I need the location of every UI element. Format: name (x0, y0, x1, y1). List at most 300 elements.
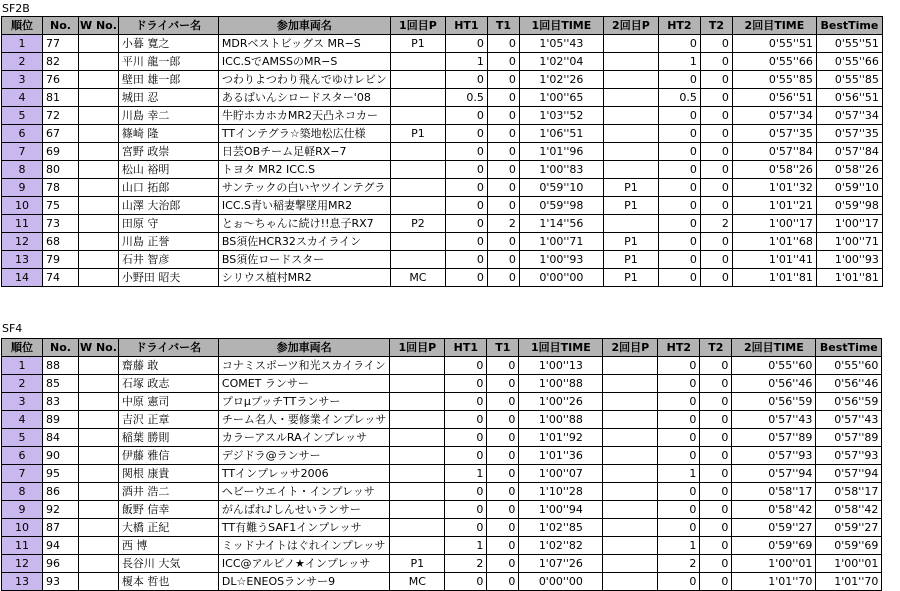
cell-run2-penalty (603, 107, 658, 125)
table-row (2, 179, 883, 197)
cell-run1-t: 0 (487, 429, 519, 447)
cell-number: 81 (43, 89, 79, 107)
cell-driver-name: 関根 康貴 (118, 465, 218, 483)
cell-w-number (79, 35, 119, 53)
cell-w-number (79, 411, 119, 429)
table-row (2, 501, 882, 519)
table-row (2, 53, 883, 71)
cell-run2-penalty: P1 (603, 269, 658, 287)
cell-driver-name: 伊藤 雅信 (118, 447, 218, 465)
cell-w-number (79, 125, 119, 143)
cell-run2-ht: 0 (658, 483, 700, 501)
cell-run1-ht: 0 (445, 35, 487, 53)
cell-number: 74 (43, 269, 79, 287)
cell-rank: 12 (2, 233, 43, 251)
cell-run1-ht: 0 (445, 71, 487, 89)
cell-run1-t: 0 (487, 555, 519, 573)
cell-car-name: 日芸OBチーム足軽RX−7 (218, 143, 390, 161)
cell-run2-penalty: P1 (603, 251, 658, 269)
cell-run1-penalty (390, 411, 445, 429)
cell-car-name: DL☆ENEOSランサー9 (218, 573, 389, 591)
cell-number: 89 (43, 411, 79, 429)
cell-run1-ht: 1 (445, 53, 487, 71)
cell-run1-time: 1'02''82 (519, 537, 603, 555)
cell-run1-t: 0 (487, 519, 519, 537)
cell-run2-ht: 0 (658, 519, 700, 537)
cell-car-name: BS須佐HCR32スカイライン (218, 233, 390, 251)
cell-car-name: ICC.SでAMSSのMR−S (218, 53, 390, 71)
cell-car-name: ミッドナイトはぐれインプレッサ (218, 537, 389, 555)
cell-run1-time: 1'00''88 (519, 411, 603, 429)
column-header-driver-name: ドライバー名 (118, 17, 218, 35)
cell-driver-name: 平川 龍一郎 (118, 53, 218, 71)
cell-run1-t: 0 (487, 125, 519, 143)
cell-run1-penalty: P1 (390, 35, 445, 53)
cell-run1-ht: 0 (445, 125, 487, 143)
cell-car-name: MDRベストビッグス MR−S (218, 35, 390, 53)
cell-run2-ht: 0 (658, 375, 700, 393)
cell-run1-penalty: MC (390, 269, 445, 287)
cell-run1-penalty: P1 (390, 555, 445, 573)
cell-run1-t: 0 (487, 35, 519, 53)
table-row (2, 269, 883, 287)
cell-run1-penalty (390, 71, 445, 89)
cell-best-time: 1'00''01 (816, 555, 882, 573)
column-header-run2-penalty: 2回目P (603, 17, 658, 35)
cell-driver-name: 篠崎 隆 (118, 125, 218, 143)
cell-run2-ht: 0 (658, 447, 700, 465)
cell-driver-name: 西 博 (118, 537, 218, 555)
column-header-car-name: 参加車両名 (218, 339, 389, 357)
cell-run1-ht: 0 (445, 393, 487, 411)
cell-number: 87 (43, 519, 79, 537)
cell-car-name: つわりよつわり飛んでゆけレビン (218, 71, 390, 89)
table-row (2, 197, 883, 215)
cell-best-time: 1'00''93 (816, 251, 882, 269)
cell-rank: 2 (2, 375, 43, 393)
cell-run2-time: 1'00''01 (732, 555, 816, 573)
cell-run2-ht: 0 (658, 233, 700, 251)
cell-run1-penalty: MC (390, 573, 445, 591)
cell-number: 80 (43, 161, 79, 179)
cell-run2-ht: 1 (658, 465, 700, 483)
cell-run1-time: 1'07''26 (519, 555, 603, 573)
cell-run2-ht: 0 (658, 411, 700, 429)
cell-run1-t: 0 (487, 71, 519, 89)
cell-run2-time: 0'56''59 (732, 393, 816, 411)
cell-rank: 12 (2, 555, 43, 573)
cell-rank: 5 (2, 107, 43, 125)
cell-number: 69 (43, 143, 79, 161)
cell-best-time: 1'00''17 (816, 215, 882, 233)
cell-run1-ht: 0.5 (445, 89, 487, 107)
cell-run1-penalty (390, 465, 445, 483)
cell-run1-ht: 0 (445, 107, 487, 125)
cell-run2-time: 0'57''94 (732, 465, 816, 483)
cell-rank: 9 (2, 179, 43, 197)
cell-w-number (79, 519, 119, 537)
cell-run1-t: 0 (487, 107, 519, 125)
cell-run1-time: 1'02''85 (519, 519, 603, 537)
cell-run2-time: 0'59''27 (732, 519, 816, 537)
cell-car-name: TTインプレッサ2006 (218, 465, 389, 483)
cell-run2-t: 0 (700, 71, 732, 89)
cell-w-number (79, 179, 119, 197)
cell-run1-t: 0 (487, 251, 519, 269)
cell-best-time: 0'58''42 (816, 501, 882, 519)
cell-run1-time: 1'00''88 (519, 375, 603, 393)
table-row (2, 447, 882, 465)
cell-car-name: ICC@アルピノ★インプレッサ (218, 555, 389, 573)
cell-number: 75 (43, 197, 79, 215)
cell-w-number (79, 107, 119, 125)
cell-w-number (79, 555, 119, 573)
cell-number: 79 (43, 251, 79, 269)
cell-run2-ht: 0 (658, 429, 700, 447)
cell-car-name: あるばいんシロードスター'08 (218, 89, 390, 107)
column-header-run1-ht: HT1 (445, 339, 487, 357)
cell-w-number (79, 143, 119, 161)
cell-run2-time: 0'57''84 (732, 143, 816, 161)
cell-run1-penalty: P2 (390, 215, 445, 233)
cell-run1-time: 1'02''26 (519, 71, 603, 89)
cell-run2-time: 0'58''17 (732, 483, 816, 501)
results-table-sf2b (1, 16, 883, 287)
cell-run2-time: 0'57''93 (732, 447, 816, 465)
cell-run1-t: 0 (487, 179, 519, 197)
cell-rank: 3 (2, 393, 43, 411)
cell-run1-ht: 0 (445, 519, 487, 537)
cell-run1-time: 1'00''83 (519, 161, 603, 179)
cell-car-name: トヨタ MR2 ICC.S (218, 161, 390, 179)
cell-number: 85 (43, 375, 79, 393)
cell-run2-time: 0'57''34 (732, 107, 816, 125)
cell-driver-name: 榎本 哲也 (118, 573, 218, 591)
cell-run2-penalty (603, 537, 658, 555)
cell-driver-name: 宮野 政崇 (118, 143, 218, 161)
cell-run2-t: 2 (700, 215, 732, 233)
cell-car-name: TTインテグラ☆築地松広仕様 (218, 125, 390, 143)
cell-best-time: 0'58''26 (816, 161, 882, 179)
cell-run2-ht: 1 (658, 53, 700, 71)
table-row (2, 411, 882, 429)
cell-number: 93 (43, 573, 79, 591)
cell-run2-time: 0'57''89 (732, 429, 816, 447)
cell-run1-time: 1'03''52 (519, 107, 603, 125)
cell-run1-t: 2 (487, 215, 519, 233)
cell-run2-penalty (603, 143, 658, 161)
cell-run2-t: 0 (700, 179, 732, 197)
cell-best-time: 0'59''98 (816, 197, 882, 215)
cell-rank: 7 (2, 143, 43, 161)
cell-run1-penalty (390, 429, 445, 447)
table-row (2, 233, 883, 251)
table-row (2, 555, 882, 573)
cell-number: 90 (43, 447, 79, 465)
column-header-run2-t: T2 (700, 339, 732, 357)
cell-rank: 4 (2, 89, 43, 107)
cell-run2-penalty: P1 (603, 197, 658, 215)
cell-w-number (79, 357, 119, 375)
cell-run2-t: 0 (700, 161, 732, 179)
column-header-run2-t: T2 (700, 17, 732, 35)
cell-rank: 11 (2, 537, 43, 555)
cell-run2-time: 1'01''41 (732, 251, 816, 269)
cell-car-name: サンテックの白いヤツインテグラ (218, 179, 390, 197)
cell-run2-t: 0 (700, 35, 732, 53)
cell-run2-time: 1'01''32 (732, 179, 816, 197)
cell-w-number (79, 483, 119, 501)
cell-best-time: 0'59''10 (816, 179, 882, 197)
cell-best-time: 0'57''35 (816, 125, 882, 143)
cell-rank: 7 (2, 465, 43, 483)
table-row (2, 143, 883, 161)
table-row (2, 107, 883, 125)
cell-run1-t: 0 (487, 89, 519, 107)
cell-run2-ht: 0 (658, 35, 700, 53)
table-row (2, 375, 882, 393)
cell-run2-penalty (603, 483, 658, 501)
cell-run2-time: 1'01''81 (732, 269, 816, 287)
column-header-driver-name: ドライバー名 (118, 339, 218, 357)
cell-run1-penalty (390, 251, 445, 269)
cell-run2-penalty (603, 35, 658, 53)
cell-run2-time: 0'57''35 (732, 125, 816, 143)
column-header-rank: 順位 (2, 339, 43, 357)
cell-run2-penalty (603, 161, 658, 179)
cell-run1-time: 1'06''51 (519, 125, 603, 143)
cell-run1-time: 0'00''00 (519, 573, 603, 591)
cell-best-time: 0'57''94 (816, 465, 882, 483)
cell-run1-ht: 0 (445, 357, 487, 375)
cell-run1-t: 0 (487, 573, 519, 591)
cell-run1-ht: 0 (445, 411, 487, 429)
cell-rank: 5 (2, 429, 43, 447)
column-header-run2-ht: HT2 (658, 17, 700, 35)
cell-run1-penalty (390, 537, 445, 555)
cell-run1-ht: 0 (445, 501, 487, 519)
cell-number: 82 (43, 53, 79, 71)
cell-w-number (79, 233, 119, 251)
column-header-best-time: BestTime (816, 339, 882, 357)
cell-driver-name: 酒井 浩二 (118, 483, 218, 501)
cell-run2-time: 0'55''85 (732, 71, 816, 89)
cell-run2-ht: 0 (658, 251, 700, 269)
cell-run2-time: 1'01''68 (732, 233, 816, 251)
cell-run2-penalty (603, 89, 658, 107)
cell-w-number (79, 251, 119, 269)
cell-run2-t: 0 (700, 483, 732, 501)
cell-w-number (79, 447, 119, 465)
table-row (2, 465, 882, 483)
cell-number: 77 (43, 35, 79, 53)
cell-run1-time: 1'10''28 (519, 483, 603, 501)
cell-best-time: 1'01''70 (816, 573, 882, 591)
cell-run2-penalty (603, 357, 658, 375)
cell-run2-ht: 0 (658, 107, 700, 125)
cell-run2-time: 0'59''69 (732, 537, 816, 555)
cell-car-name: チーム名人・要修業インプレッサ (218, 411, 389, 429)
cell-run2-penalty: P1 (603, 233, 658, 251)
cell-run1-ht: 0 (445, 143, 487, 161)
cell-run2-time: 0'56''51 (732, 89, 816, 107)
table-row (2, 483, 882, 501)
cell-run2-ht: 0 (658, 357, 700, 375)
cell-run2-ht: 0 (658, 161, 700, 179)
cell-run1-ht: 2 (445, 555, 487, 573)
cell-run1-penalty (390, 143, 445, 161)
cell-run1-time: 1'00''94 (519, 501, 603, 519)
cell-run2-t: 0 (700, 89, 732, 107)
column-header-run2-penalty: 2回目P (603, 339, 658, 357)
cell-run2-t: 0 (700, 53, 732, 71)
cell-run1-t: 0 (487, 357, 519, 375)
table-row (2, 429, 882, 447)
cell-best-time: 1'01''81 (816, 269, 882, 287)
cell-run2-time: 0'58''42 (732, 501, 816, 519)
cell-car-name: カラーアスルRAインプレッサ (218, 429, 389, 447)
cell-run1-ht: 0 (445, 447, 487, 465)
cell-best-time: 0'56''51 (816, 89, 882, 107)
cell-run1-t: 0 (487, 537, 519, 555)
cell-run1-penalty (390, 89, 445, 107)
cell-best-time: 0'57''43 (816, 411, 882, 429)
column-header-w-number: W No. (79, 339, 119, 357)
cell-rank: 2 (2, 53, 43, 71)
cell-run1-t: 0 (487, 161, 519, 179)
column-header-w-number: W No. (79, 17, 119, 35)
cell-run2-ht: 0 (658, 71, 700, 89)
cell-run2-penalty (603, 53, 658, 71)
table-row (2, 537, 882, 555)
cell-number: 67 (43, 125, 79, 143)
table-row (2, 357, 882, 375)
cell-best-time: 0'55''66 (816, 53, 882, 71)
cell-rank: 6 (2, 447, 43, 465)
column-header-run1-time: 1回目TIME (519, 17, 603, 35)
cell-run2-penalty (603, 465, 658, 483)
cell-car-name: とぉ〜ちゃんに続け!!息子RX7 (218, 215, 390, 233)
column-header-run2-time: 2回目TIME (732, 17, 816, 35)
cell-run2-ht: 0 (658, 501, 700, 519)
cell-run2-penalty (603, 375, 658, 393)
column-header-number: No. (43, 339, 79, 357)
cell-run1-penalty (390, 393, 445, 411)
cell-w-number (79, 393, 119, 411)
cell-driver-name: 田原 守 (118, 215, 218, 233)
table-row (2, 125, 883, 143)
cell-run2-ht: 0 (658, 125, 700, 143)
cell-run2-t: 0 (700, 519, 732, 537)
cell-run1-time: 1'05''43 (519, 35, 603, 53)
cell-run2-time: 0'55''60 (732, 357, 816, 375)
cell-run1-ht: 0 (445, 197, 487, 215)
cell-w-number (79, 537, 119, 555)
cell-run1-time: 1'00''07 (519, 465, 603, 483)
cell-run2-t: 0 (700, 447, 732, 465)
results-table-sf4 (1, 338, 882, 591)
cell-w-number (79, 197, 119, 215)
cell-number: 84 (43, 429, 79, 447)
cell-run1-time: 1'00''13 (519, 357, 603, 375)
cell-rank: 11 (2, 215, 43, 233)
cell-car-name: ヘビーウエイト・インプレッサ (218, 483, 389, 501)
cell-run2-penalty (603, 519, 658, 537)
cell-run1-penalty (390, 483, 445, 501)
cell-run1-ht: 0 (445, 251, 487, 269)
cell-run1-time: 1'14''56 (519, 215, 603, 233)
cell-best-time: 0'57''93 (816, 447, 882, 465)
cell-run1-ht: 0 (445, 233, 487, 251)
cell-w-number (79, 269, 119, 287)
table-header-row (2, 339, 882, 357)
cell-driver-name: 吉沢 正章 (118, 411, 218, 429)
cell-run2-t: 0 (700, 537, 732, 555)
column-header-number: No. (43, 17, 79, 35)
cell-driver-name: 川島 正誉 (118, 233, 218, 251)
cell-run2-t: 0 (700, 269, 732, 287)
cell-best-time: 0'57''89 (816, 429, 882, 447)
table-row (2, 215, 883, 233)
cell-driver-name: 川島 幸二 (118, 107, 218, 125)
cell-run1-ht: 1 (445, 465, 487, 483)
cell-driver-name: 石井 智彦 (118, 251, 218, 269)
cell-run2-penalty (603, 501, 658, 519)
cell-rank: 9 (2, 501, 43, 519)
cell-driver-name: 齋藤 敢 (118, 357, 218, 375)
cell-run1-t: 0 (487, 375, 519, 393)
cell-run1-time: 1'00''26 (519, 393, 603, 411)
cell-rank: 10 (2, 519, 43, 537)
cell-run2-t: 0 (700, 251, 732, 269)
cell-run1-time: 0'59''10 (519, 179, 603, 197)
cell-rank: 13 (2, 573, 43, 591)
cell-run2-time: 0'55''66 (732, 53, 816, 71)
cell-run2-penalty (603, 555, 658, 573)
cell-run2-time: 0'56''46 (732, 375, 816, 393)
table-row (2, 35, 883, 53)
cell-w-number (79, 161, 119, 179)
cell-run1-penalty (390, 501, 445, 519)
cell-best-time: 0'55''85 (816, 71, 882, 89)
cell-run1-t: 0 (487, 465, 519, 483)
cell-rank: 1 (2, 35, 43, 53)
cell-best-time: 1'00''71 (816, 233, 882, 251)
cell-run2-penalty (603, 429, 658, 447)
cell-car-name: デジドラ@ランサー (218, 447, 389, 465)
cell-run1-penalty (390, 233, 445, 251)
cell-number: 88 (43, 357, 79, 375)
cell-run2-t: 0 (700, 197, 732, 215)
cell-run1-ht: 0 (445, 573, 487, 591)
cell-run2-penalty (603, 393, 658, 411)
cell-rank: 8 (2, 483, 43, 501)
cell-run1-penalty: P1 (390, 125, 445, 143)
section-title-sf2b: SF2B (2, 2, 30, 15)
cell-car-name: TT有難うSAF1インプレッサ (218, 519, 389, 537)
cell-driver-name: 小暮 寛之 (118, 35, 218, 53)
cell-driver-name: 長谷川 大気 (118, 555, 218, 573)
table-row (2, 251, 883, 269)
cell-number: 78 (43, 179, 79, 197)
cell-number: 76 (43, 71, 79, 89)
cell-run2-t: 0 (700, 233, 732, 251)
cell-run2-ht: 0 (658, 215, 700, 233)
cell-run1-ht: 0 (445, 429, 487, 447)
cell-run2-penalty (603, 71, 658, 89)
cell-rank: 4 (2, 411, 43, 429)
cell-run1-time: 1'00''93 (519, 251, 603, 269)
